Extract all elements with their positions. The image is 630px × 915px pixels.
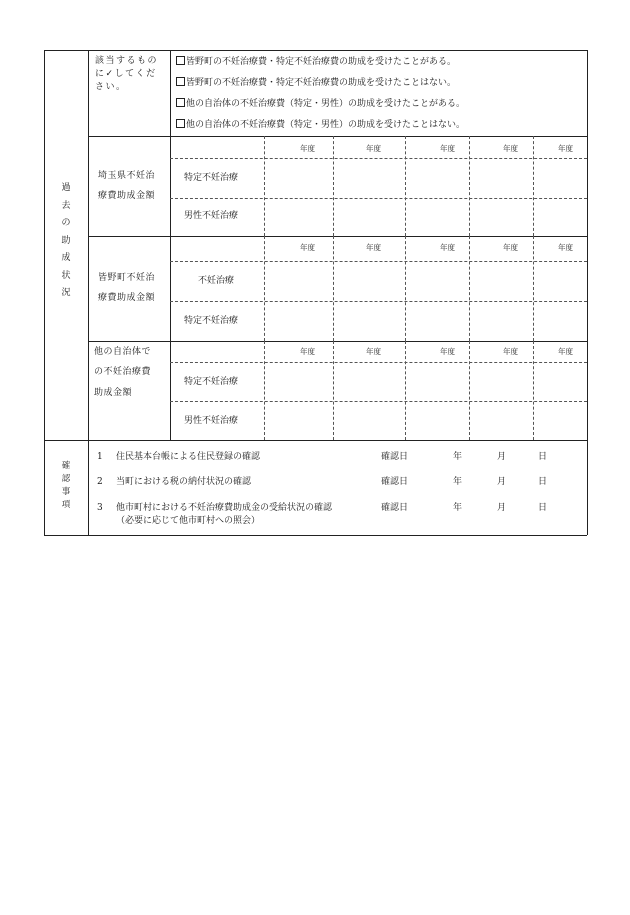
fiscal-year-label: 年度 (300, 144, 315, 153)
confirm-date-label: 確認日 (381, 477, 409, 487)
date-day-unit: 日 (538, 503, 548, 513)
instruction-line: してくだ (114, 69, 157, 79)
date-month-unit: 月 (497, 477, 507, 487)
row-label: 特定不妊治療 (184, 316, 239, 326)
item-subtext: （必要に応じて他市町村への照会） (116, 516, 261, 526)
block-title: 助成金額 (94, 388, 133, 398)
date-day-unit: 日 (538, 452, 548, 462)
block-title: 療費助成金額 (98, 191, 156, 201)
fiscal-year-label: 年度 (300, 347, 315, 356)
fiscal-year-label: 年度 (440, 243, 455, 252)
fiscal-year-label: 年度 (503, 243, 518, 252)
item-number: 1 (97, 452, 103, 462)
row-label: 特定不妊治療 (184, 377, 239, 387)
checkbox[interactable] (176, 119, 185, 128)
fiscal-year-label: 年度 (366, 243, 381, 252)
label-char: 事 (61, 487, 71, 497)
block-title: 療費助成金額 (98, 293, 156, 303)
date-month-unit: 月 (497, 452, 507, 462)
label-char: 過 (61, 183, 71, 193)
fiscal-year-label: 年度 (503, 144, 518, 153)
fiscal-year-label: 年度 (558, 144, 573, 153)
row-label: 不妊治療 (198, 276, 235, 286)
label-char: 確 (61, 461, 71, 471)
row-label: 男性不妊治療 (184, 211, 239, 221)
block-title: 皆野町不妊治 (98, 273, 156, 283)
instruction-line: さい。 (95, 82, 127, 92)
item-text: 他市町村における不妊治療費助成金の受給状況の確認 (116, 503, 333, 513)
label-char: 況 (61, 288, 71, 298)
item-text: 当町における税の納付状況の確認 (116, 477, 252, 487)
label-char: 状 (61, 270, 71, 281)
fiscal-year-label: 年度 (558, 243, 573, 252)
item-text: 住民基本台帳による住民登録の確認 (116, 452, 261, 462)
option-text: 皆野町の不妊治療費・特定不妊治療費の助成を受けたことはない。 (186, 78, 457, 88)
checkbox[interactable] (176, 77, 185, 86)
label-char: 去 (61, 200, 71, 211)
check-mark-icon: ✓ (105, 69, 115, 79)
fiscal-year-label: 年度 (440, 347, 455, 356)
block-title: 埼玉県不妊治 (98, 171, 156, 181)
item-number: 3 (97, 503, 103, 513)
option-item[interactable] (176, 119, 465, 131)
date-month-unit: 月 (497, 503, 507, 513)
confirm-date-label: 確認日 (381, 452, 409, 462)
label-char: 助 (61, 235, 71, 246)
block-title: 他の自治体で (94, 347, 152, 357)
option-item[interactable] (176, 77, 456, 89)
fiscal-year-label: 年度 (503, 347, 518, 356)
label-char: 項 (61, 500, 71, 510)
option-text: 他の自治体の不妊治療費（特定・男性）の助成を受けたことはない。 (186, 120, 466, 130)
block-title: の不妊治療費 (94, 367, 152, 377)
option-item[interactable] (176, 56, 456, 68)
past-subsidy-label (59, 180, 73, 303)
fiscal-year-label: 年度 (366, 144, 381, 153)
date-year-unit: 年 (453, 452, 463, 462)
date-day-unit: 日 (538, 477, 548, 487)
fiscal-year-label: 年度 (366, 347, 381, 356)
row-label: 男性不妊治療 (184, 416, 239, 426)
checkbox[interactable] (176, 98, 185, 107)
instruction-line: に (95, 69, 106, 79)
date-year-unit: 年 (453, 503, 463, 513)
date-year-unit: 年 (453, 477, 463, 487)
checkbox[interactable] (176, 56, 185, 65)
confirmation-label (59, 460, 73, 512)
item-number: 2 (97, 477, 103, 487)
instruction-line: 該当するもの (95, 56, 159, 66)
option-text: 他の自治体の不妊治療費（特定・男性）の助成を受けたことがある。 (186, 99, 466, 109)
row-label: 特定不妊治療 (184, 173, 239, 183)
label-char: 成 (61, 253, 71, 263)
option-text: 皆野町の不妊治療費・特定不妊治療費の助成を受けたことがある。 (186, 57, 457, 67)
option-item[interactable] (176, 98, 465, 110)
label-char: 認 (61, 474, 71, 484)
fiscal-year-label: 年度 (300, 243, 315, 252)
confirm-date-label: 確認日 (381, 503, 409, 513)
fiscal-year-label: 年度 (558, 347, 573, 356)
label-char: の (61, 218, 71, 228)
fiscal-year-label: 年度 (440, 144, 455, 153)
